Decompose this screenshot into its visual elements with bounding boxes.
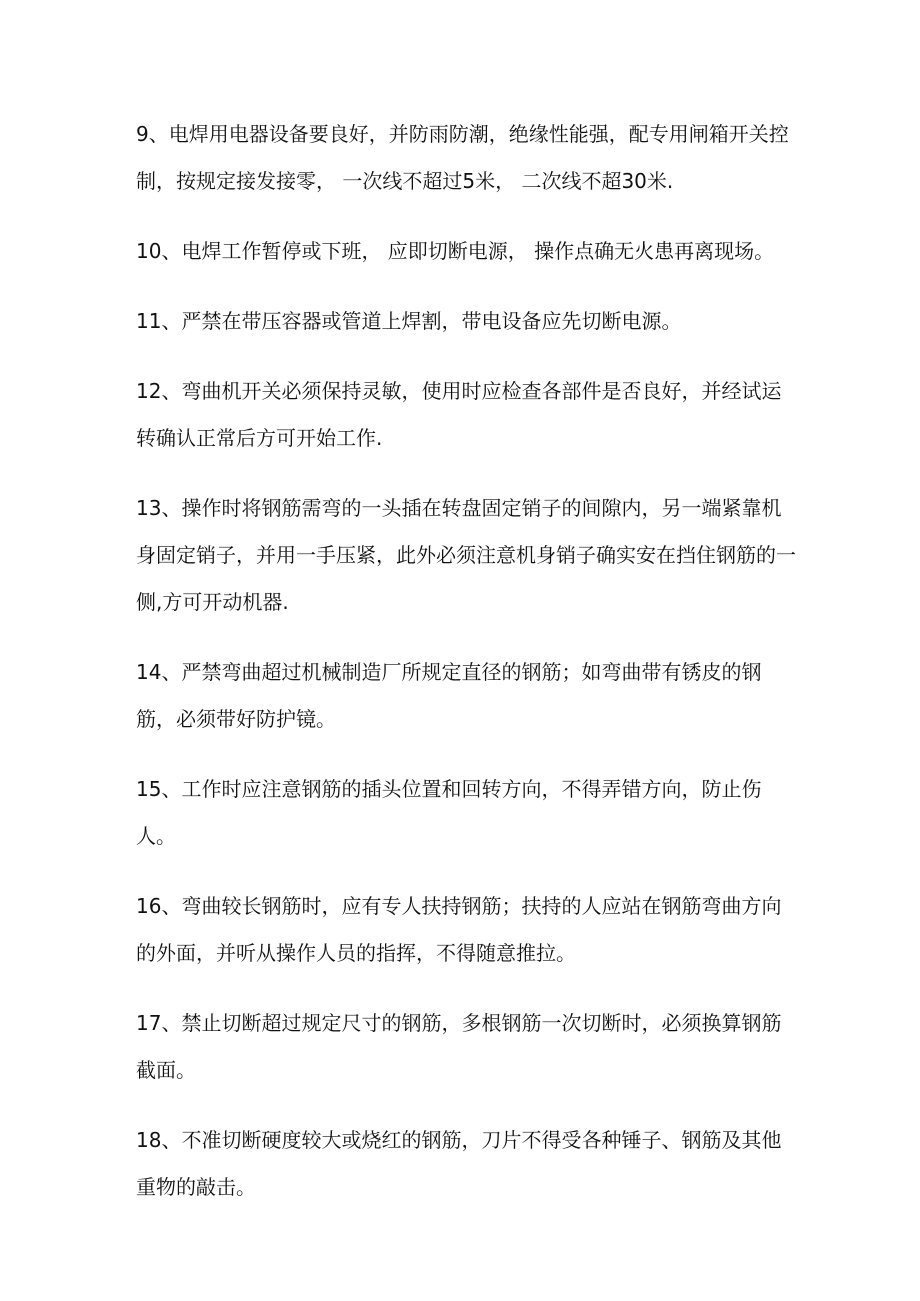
paragraph-item-18: 18、不准切断硬度较大或烧红的钢筋，刀片不得受各种锤子、钢筋及其他重物的敲击。 <box>136 1128 782 1199</box>
paragraph-item-9: 9、电焊用电器设备要良好，并防雨防潮，绝缘性能强，配专用闸箱开关控制，按规定接发接零， 一次线不超过5米， 二次线不超30米. <box>136 122 789 193</box>
paragraph-item-15: 15、工作时应注意钢筋的插头位置和回转方向，不得弄错方向，防止伤人。 <box>136 777 762 848</box>
document-body <box>136 111 796 1234</box>
paragraph-item-12: 12、弯曲机开关必须保持灵敏，使用时应检查各部件是否良好，并经试运转确认正常后方可开始工作. <box>136 379 782 450</box>
paragraph-item-17: 17、禁止切断超过规定尺寸的钢筋，多根钢筋一次切断时，必须换算钢筋截面。 <box>136 1011 782 1082</box>
paragraph-item-11: 11、严禁在带压容器或管道上焊割，带电设备应先切断电源。 <box>136 309 682 333</box>
paragraph-item-16: 16、弯曲较长钢筋时，应有专人扶持钢筋；扶持的人应站在钢筋弯曲方向的外面，并听从操作人员的指挥，不得随意推拉。 <box>136 894 782 965</box>
paragraph-item-13: 13、操作时将钢筋需弯的一头插在转盘固定销子的间隙内，另一端紧靠机身固定销子，并用一手压紧，此外必须注意机身销子确实安在挡住钢筋的一侧,方可开动机器. <box>136 496 796 614</box>
paragraph-item-10: 10、电焊工作暂停或下班， 应即切断电源， 操作点确无火患再离现场。 <box>136 239 775 263</box>
paragraph-item-14: 14、严禁弯曲超过机械制造厂所规定直径的钢筋；如弯曲带有锈皮的钢筋，必须带好防护镜。 <box>136 660 762 731</box>
